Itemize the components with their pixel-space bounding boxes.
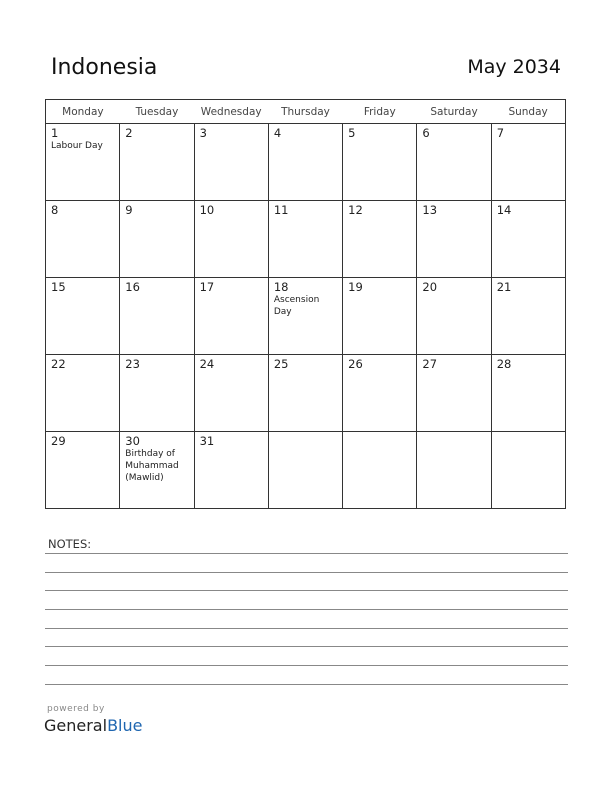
day-number: 2 (125, 126, 133, 140)
notes-line (45, 572, 568, 573)
day-cell (120, 124, 194, 201)
day-number: 22 (51, 357, 66, 371)
day-cell (46, 278, 120, 355)
day-cell (194, 355, 268, 432)
day-cell (343, 201, 417, 278)
day-number: 28 (496, 357, 512, 371)
day-cell (417, 201, 491, 278)
day-number: 27 (422, 357, 438, 371)
day-cell (343, 432, 417, 509)
day-number: 1 (51, 126, 59, 140)
day-cell (194, 124, 268, 201)
day-cell (417, 355, 491, 432)
day-number: 6 (422, 126, 430, 140)
day-cell (120, 432, 194, 509)
day-cell (491, 124, 565, 201)
day-cell (120, 201, 194, 278)
day-number: 23 (125, 357, 140, 371)
day-number: 16 (125, 280, 140, 294)
day-cell (120, 355, 194, 432)
powered-by-text: powered by (47, 704, 105, 714)
notes-line (45, 684, 568, 685)
weekday-header: Monday (46, 100, 120, 124)
day-cell (268, 432, 342, 509)
notes-label: NOTES: (48, 537, 92, 551)
day-cell (194, 432, 268, 509)
day-cell (120, 278, 194, 355)
day-cell (343, 124, 417, 201)
day-number: 21 (496, 280, 512, 294)
calendar-grid (45, 99, 566, 509)
day-number: 7 (496, 126, 505, 140)
weekday-header: Tuesday (120, 100, 194, 124)
day-cell (491, 201, 565, 278)
day-number: 9 (125, 203, 133, 217)
day-cell (46, 432, 120, 509)
day-cell (417, 124, 491, 201)
day-cell (194, 278, 268, 355)
notes-line (45, 590, 568, 591)
day-number: 30 (125, 434, 140, 448)
day-number: 4 (273, 126, 282, 140)
day-number: 14 (496, 203, 512, 217)
holiday-label: Labour Day (51, 141, 103, 151)
day-number: 15 (51, 280, 66, 294)
day-cell (268, 124, 342, 201)
day-number: 25 (273, 357, 289, 371)
brand-logo-general: General (44, 716, 108, 735)
day-cell (268, 201, 342, 278)
notes-line (45, 553, 568, 554)
day-number: 20 (422, 280, 438, 294)
day-cell (343, 355, 417, 432)
day-number: 19 (348, 280, 363, 294)
weekday-header: Thursday (268, 100, 342, 124)
day-cell (491, 432, 565, 509)
week-row (46, 201, 566, 278)
country-title: Indonesia (51, 55, 158, 80)
day-cell (491, 355, 565, 432)
holiday-label: Birthday of Muhammad (Mawlid) (125, 449, 179, 483)
day-cell (46, 355, 120, 432)
notes-line (45, 609, 568, 610)
weekday-header-row (46, 100, 566, 124)
day-number: 29 (51, 434, 66, 448)
day-number: 11 (273, 203, 289, 217)
day-cell (491, 278, 565, 355)
day-number: 31 (199, 434, 215, 448)
day-cell (417, 432, 491, 509)
day-number: 18 (273, 280, 289, 294)
brand-logo-blue: Blue (107, 716, 143, 735)
day-number: 5 (348, 126, 356, 140)
month-title: May 2034 (467, 56, 561, 78)
weekday-header: Wednesday (194, 100, 268, 124)
day-number: 26 (348, 357, 363, 371)
day-number: 24 (199, 357, 215, 371)
holiday-label: Ascension Day (273, 295, 320, 317)
day-cell (46, 201, 120, 278)
week-row (46, 432, 566, 509)
day-number: 13 (422, 203, 438, 217)
day-cell (194, 201, 268, 278)
day-cell (268, 355, 342, 432)
day-number: 12 (348, 203, 363, 217)
notes-line (45, 646, 568, 647)
day-cell (343, 278, 417, 355)
day-number: 3 (199, 126, 207, 140)
weekday-header: Friday (343, 100, 417, 124)
day-cell (268, 278, 342, 355)
weekday-header: Sunday (491, 100, 565, 124)
day-number: 10 (199, 203, 215, 217)
day-number: 17 (199, 280, 215, 294)
day-cell (46, 124, 120, 201)
day-cell (417, 278, 491, 355)
week-row (46, 278, 566, 355)
brand-logo (44, 716, 142, 735)
notes-line (45, 665, 568, 666)
day-number: 8 (51, 203, 59, 217)
week-row (46, 355, 566, 432)
weekday-header: Saturday (417, 100, 491, 124)
week-row (46, 124, 566, 201)
notes-line (45, 628, 568, 629)
